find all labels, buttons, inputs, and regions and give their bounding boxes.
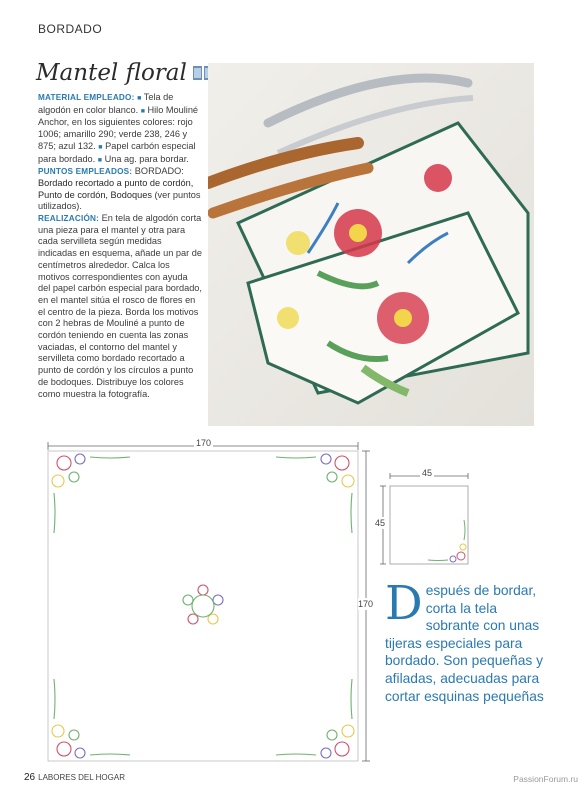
bullet-icon: ■: [140, 107, 145, 115]
bullet-icon: ■: [98, 143, 103, 151]
material-item: Tela de algodón en color blanco.: [38, 92, 174, 115]
stitches-heading: PUNTOS EMPLEADOS:: [38, 167, 133, 177]
bullet-icon: ■: [137, 95, 142, 102]
tablecloth-height-label: 170: [358, 599, 374, 609]
stitches-paragraph: [38, 166, 202, 213]
tip-callout: [385, 576, 545, 705]
realization-heading: REALIZACIÓN:: [38, 214, 100, 224]
tablecloth-diagram: [28, 436, 388, 766]
napkin-height-label: 45: [375, 518, 386, 528]
stitches-note: (ver puntos utilizados).: [38, 189, 201, 212]
page-number: 26: [24, 772, 36, 783]
material-item: Papel carbón especial para bordado.: [38, 140, 196, 164]
stitches-names: Bordado recortado a punto de cordón, Punto de cordón, Bodoques: [38, 177, 194, 200]
realization-paragraph: [38, 213, 202, 400]
napkin-diagram: [376, 470, 486, 575]
material-item: Hilo Mouliné Anchor, en los siguientes colores: rojo 1006; amarillo 290; verde 238, 246 y 875; azul 132.: [38, 104, 199, 151]
napkins-photo: [208, 63, 534, 426]
magazine-name: LABORES DEL HOGAR: [38, 773, 125, 782]
instructions-column: [38, 92, 202, 400]
page-title: Mantel floral: [36, 60, 187, 86]
napkin-width-label: 45: [422, 468, 433, 478]
materials-heading: MATERIAL EMPLEADO:: [38, 93, 135, 102]
title-row: [36, 60, 224, 86]
section-label: BORDADO: [38, 22, 103, 36]
material-item: Una ag. para bordar.: [104, 153, 189, 164]
page-footer: [24, 772, 125, 783]
callout-dropcap: D: [385, 576, 423, 631]
tablecloth-width-label: 170: [196, 438, 212, 448]
watermark: PassionForum.ru: [513, 774, 578, 784]
bullet-icon: ■: [97, 156, 103, 164]
callout-text: espués de bordar, corta la tela sobrante con unas tijeras especiales para bordado. Son pequeñas y afiladas, adecuadas para cortar esquinas pequeñas: [385, 583, 544, 704]
realization-text: En tela de algodón corta una pieza para el mantel y otra para cada servilleta según medidas indicadas en esquema, añade un par de centímetros alrededor. Calca los motivos correspondientes con ayuda del papel carbón especial para bordado, en el mantel sitúa el rosco de flores en el centro de la pieza. Borda los motivos con 2 hebras de Mouliné a punto de cordón teniendo en cuenta las zonas vaciadas, el contorno del mantel y servilleta como bordado recortado a punto de cordón y los círculos a punto de bodoques. Distribuye los colores como muestra la fotografía.: [38, 213, 202, 399]
stitches-lead: BORDADO:: [134, 166, 184, 177]
materials-paragraph: [38, 92, 202, 166]
